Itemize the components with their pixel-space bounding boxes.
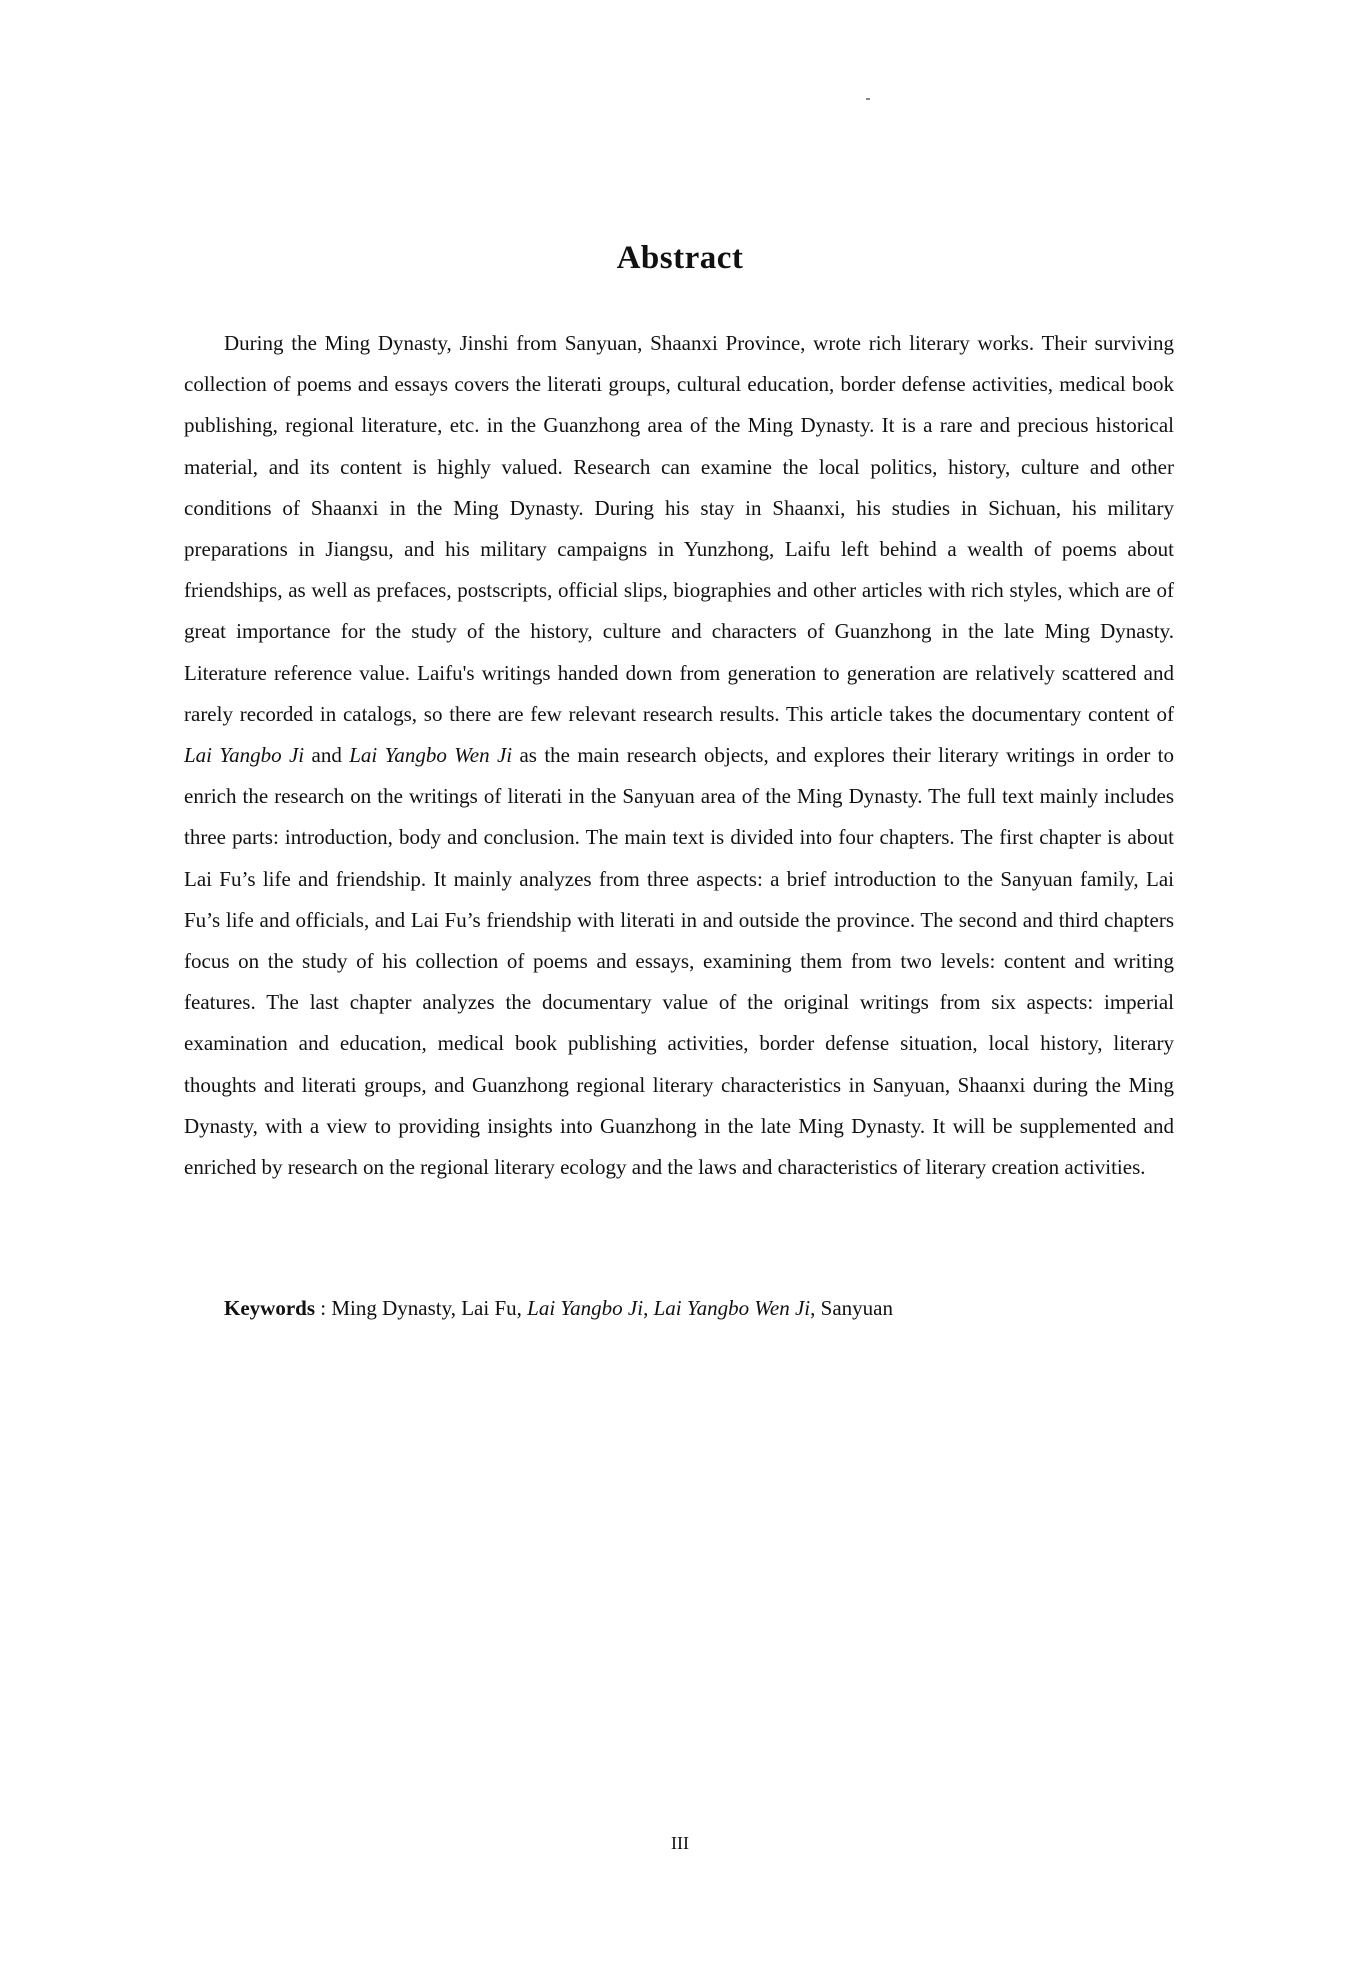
- keywords-separator: :: [315, 1296, 332, 1320]
- keyword-text: ,: [643, 1296, 654, 1320]
- keyword-book-title: Lai Yangbo Wen Ji: [653, 1296, 811, 1320]
- book-title-lai-yangbo-wen-ji: Lai Yangbo Wen Ji: [349, 743, 513, 768]
- book-title-lai-yangbo-ji: Lai Yangbo Ji: [184, 743, 305, 768]
- abstract-text-segment: and: [304, 743, 350, 768]
- abstract-text-segment: During the Ming Dynasty, Jinshi from Sanyuan, Shaanxi Province, wrote rich literary works. Their surviving collection of poems and essays covers the literati groups, cultural education, border defense activities, medical book publishing, regional literature, etc. in the Guanzhong area of the Ming Dynasty. It is a rare and precious historical material, and its content is highly valued. Research can examine the local politics, history, culture and other conditions of Shaanxi in the Ming Dynasty. During his stay in Shaanxi, his studies in Sichuan, his military preparations in Jiangsu, and his military campaigns in Yunzhong, Laifu left behind a wealth of poems about friendships, as well as prefaces, postscripts, official slips, biographies and other articles with rich styles, which are of great importance for the study of the history, culture and characters of Guanzhong in the late Ming Dynasty. Literature reference value. Laifu's writings handed down from generation to generation are relatively scattered and rarely recorded in catalogs, so there are few relevant research results. This article takes the documentary content of: [184, 331, 1174, 726]
- scan-speck: [866, 98, 870, 100]
- abstract-text-segment: as the main research objects, and explores their literary writings in order to enrich the research on the writings of literati in the Sanyuan area of the Ming Dynasty. The full text mainly includes three parts: introduction, body and conclusion. The main text is divided into four chapters. The first chapter is about Lai Fu’s life and friendship. It mainly analyzes from three aspects: a brief introduction to the Sanyuan family, Lai Fu’s life and officials, and Lai Fu’s friendship with literati in and outside the province. The second and third chapters focus on the study of his collection of poems and essays, examining them from two levels: content and writing features. The last chapter analyzes the documentary value of the original writings from six aspects: imperial examination and education, medical book publishing activities, border defense situation, local history, literary thoughts and literati groups, and Guanzhong regional literary characteristics in Sanyuan, Shaanxi during the Ming Dynasty, with a view to providing insights into Guanzhong in the late Ming Dynasty. It will be supplemented and enriched by research on the regional literary ecology and the laws and characteristics of literary creation activities.: [184, 743, 1175, 1180]
- abstract-heading: Abstract: [616, 240, 744, 276]
- keywords-line: [224, 1288, 1164, 1328]
- page-number: III: [671, 1833, 689, 1853]
- keyword-text: , Sanyuan: [810, 1296, 893, 1320]
- abstract-paragraph: [184, 323, 1174, 1188]
- keywords-label: Keywords: [224, 1296, 315, 1320]
- abstract-body: [184, 323, 1174, 1188]
- keyword-book-title: Lai Yangbo Ji: [527, 1296, 644, 1320]
- keyword-text: Ming Dynasty, Lai Fu,: [331, 1296, 528, 1320]
